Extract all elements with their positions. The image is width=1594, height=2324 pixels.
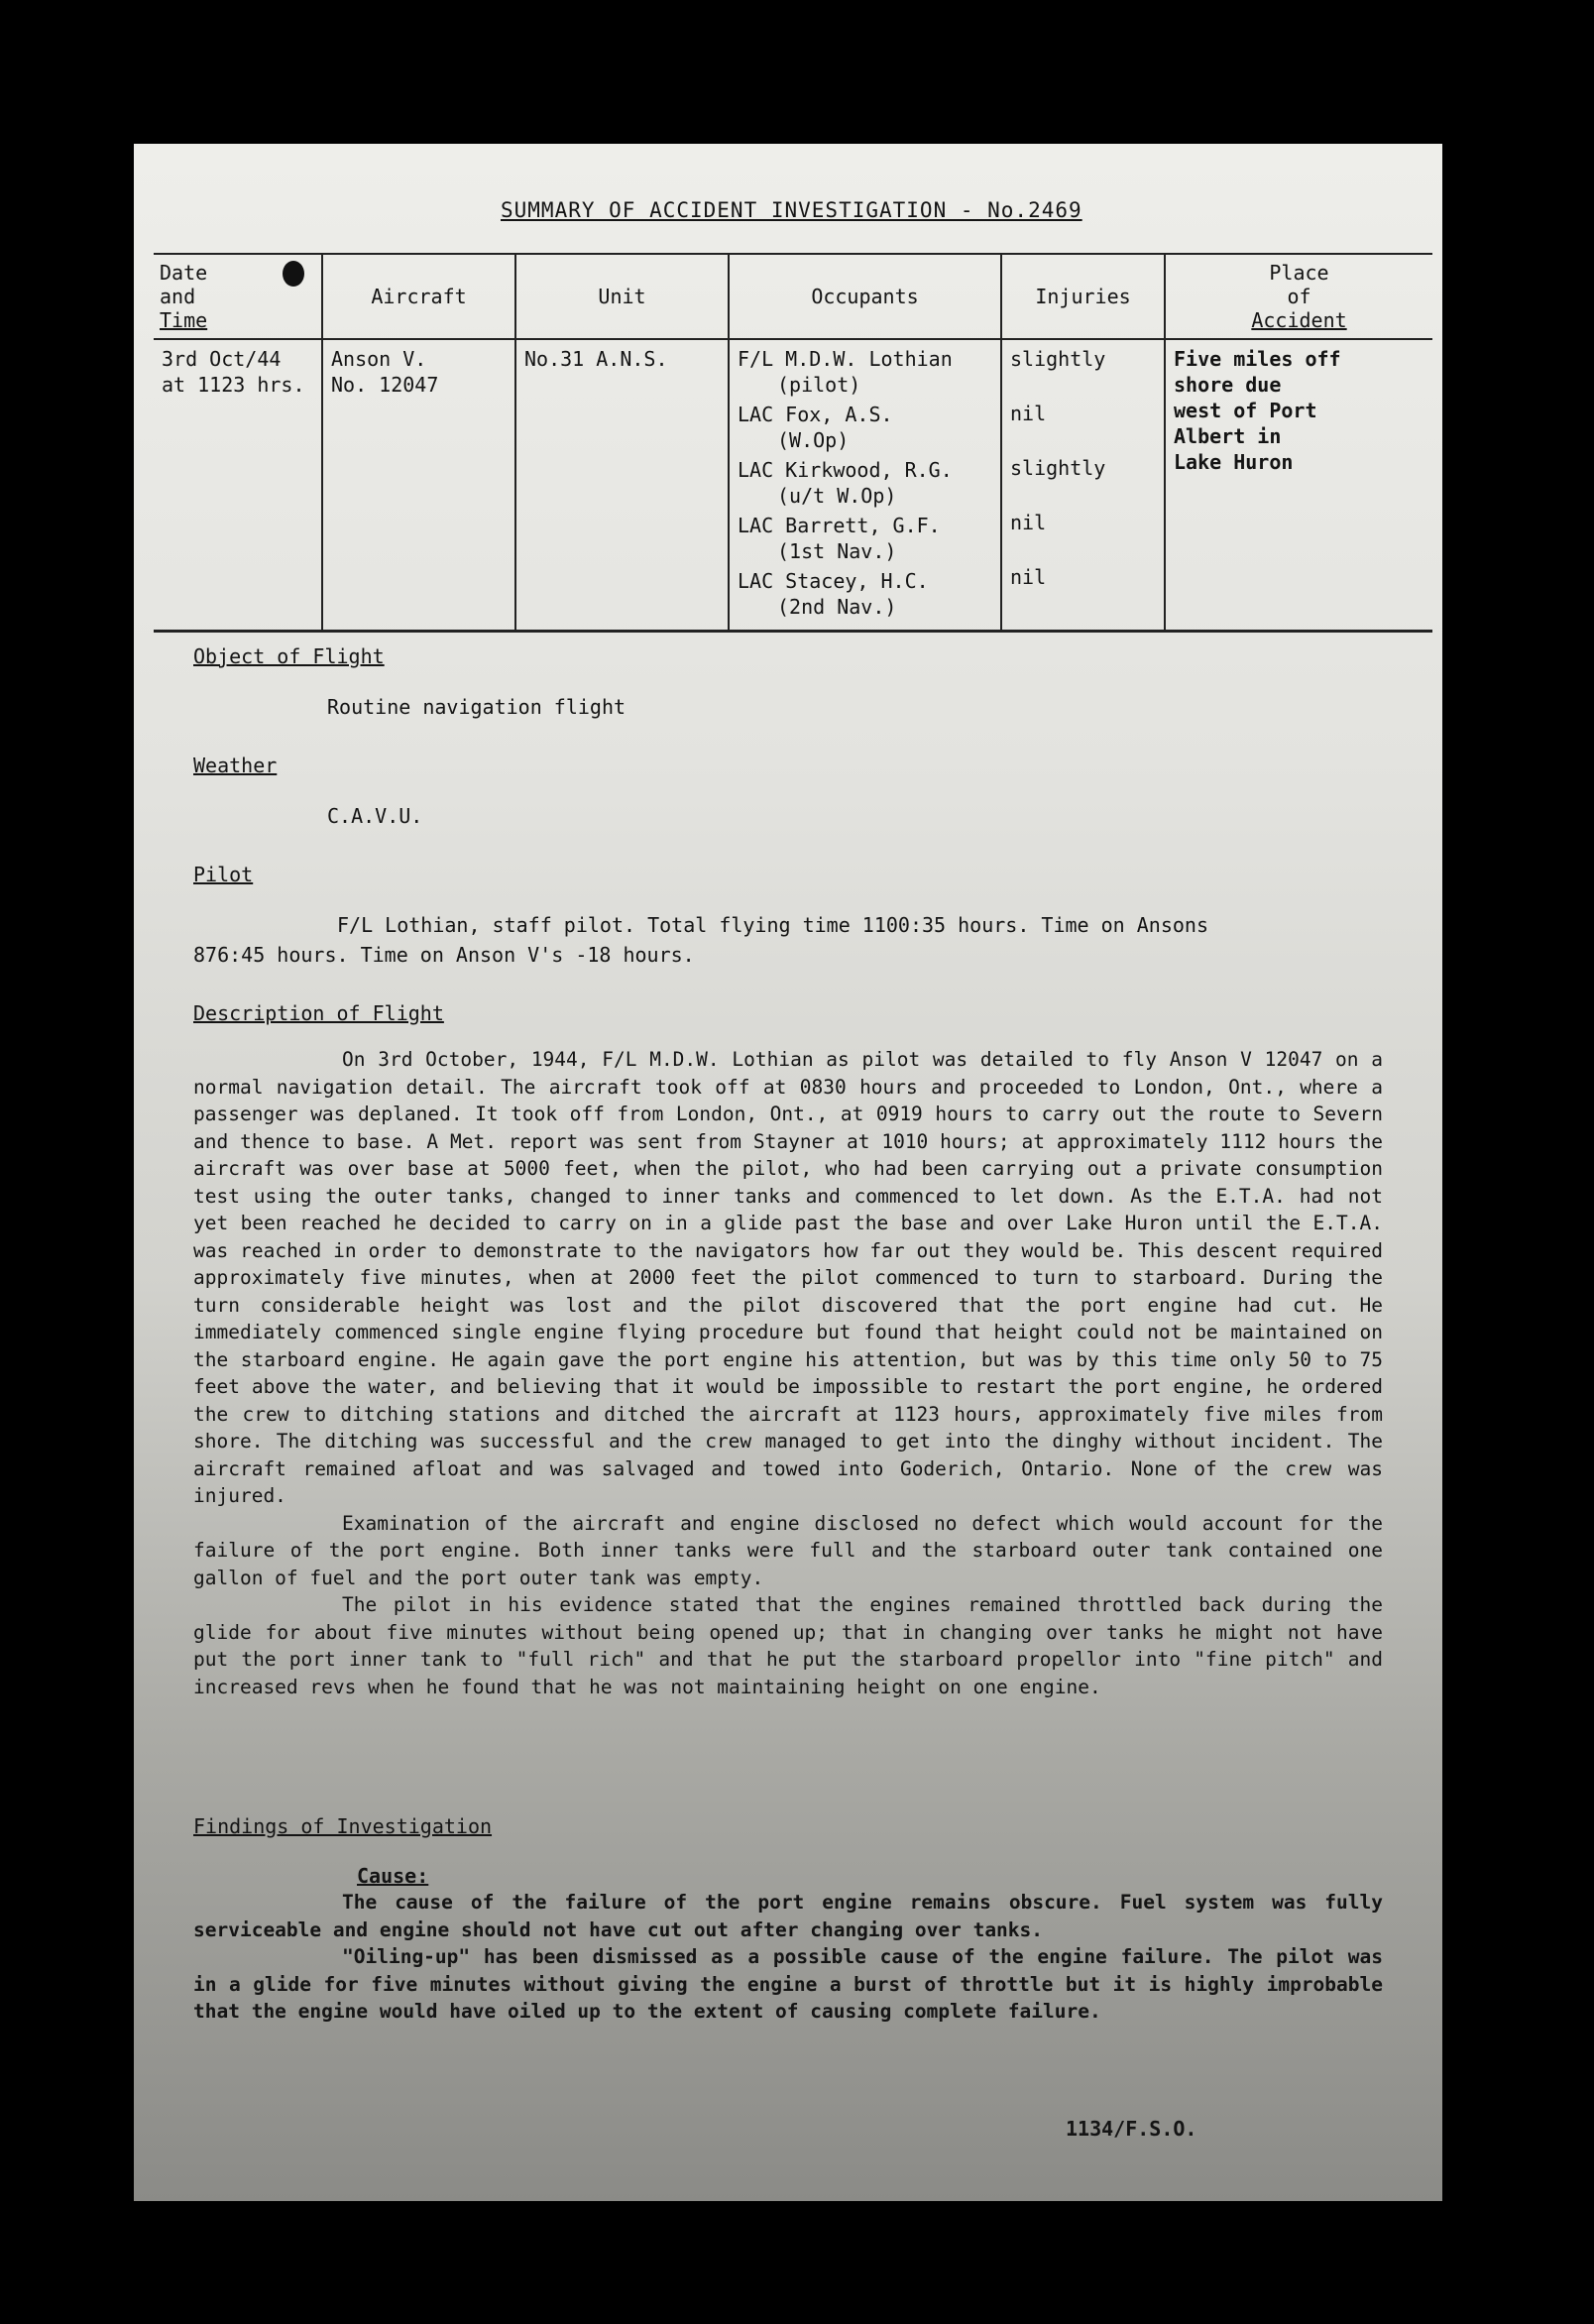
weather-text: C.A.V.U.	[327, 804, 423, 828]
heading-description: Description of Flight	[193, 1001, 444, 1025]
heading-pilot: Pilot	[193, 863, 254, 886]
occupant-entry: LAC Fox, A.S. (W.Op)	[738, 403, 893, 452]
header-occupants: Occupants	[729, 254, 1001, 339]
header-unit: Unit	[515, 254, 729, 339]
findings-text	[193, 1889, 1383, 2026]
occupant-entry: F/L M.D.W. Lothian (pilot)	[738, 347, 953, 397]
document-title: SUMMARY OF ACCIDENT INVESTIGATION - No.2469	[501, 198, 1082, 222]
cell-aircraft: Anson V. No. 12047	[322, 339, 515, 632]
pilot-line-1: F/L Lothian, staff pilot. Total flying time 1100:35 hours. Time on Ansons	[337, 913, 1208, 937]
document-page	[134, 144, 1442, 2201]
heading-object-of-flight: Object of Flight	[193, 644, 385, 668]
occupant-entry: LAC Stacey, H.C. (2nd Nav.)	[738, 569, 929, 619]
header-aircraft: Aircraft	[322, 254, 515, 339]
cell-unit: No.31 A.N.S.	[515, 339, 729, 632]
table-row	[154, 339, 1432, 632]
cell-place: Five miles off shore due west of Port Albert in Lake Huron	[1165, 339, 1432, 632]
occupant-entry: LAC Barrett, G.F. (1st Nav.)	[738, 514, 941, 563]
description-paragraph: The pilot in his evidence stated that the engines remained throttled back during the glide for about five minutes without being opened up; that in changing over tanks he might not have put the port inner tank to "full rich" and that he put the starboard propellor into "fine pitch" and increased revs when he found that he was not maintaining height on one engine.	[193, 1593, 1383, 1698]
header-date: Date and Time	[154, 254, 322, 339]
summary-table	[154, 253, 1432, 633]
occupant-entry: LAC Kirkwood, R.G. (u/t W.Op)	[738, 458, 953, 508]
cell-injuries: slightly nil slightly nil nil	[1001, 339, 1165, 632]
file-reference: 1134/F.S.O.	[1066, 2117, 1197, 2141]
pilot-line-2: 876:45 hours. Time on Anson V's -18 hours.	[193, 943, 695, 967]
findings-paragraph: "Oiling-up" has been dismissed as a possible cause of the engine failure. The pilot was in a glide for five minutes without giving the engine a burst of throttle but it is highly improbable that the engine would have oiled up to the extent of causing complete failure.	[193, 1945, 1383, 2023]
header-injuries: Injuries	[1001, 254, 1165, 339]
cause-label: Cause:	[357, 1864, 429, 1888]
object-of-flight-text: Routine navigation flight	[327, 695, 626, 719]
heading-findings: Findings of Investigation	[193, 1814, 493, 1838]
heading-weather: Weather	[193, 754, 278, 777]
cell-date: 3rd Oct/44 at 1123 hrs.	[154, 339, 322, 632]
findings-paragraph: The cause of the failure of the port engine remains obscure. Fuel system was fully serviceable and engine should not have cut out after changing over tanks.	[193, 1891, 1383, 1941]
table-header-row	[154, 254, 1432, 339]
description-text	[193, 1046, 1383, 1700]
description-paragraph: On 3rd October, 1944, F/L M.D.W. Lothian as pilot was detailed to fly Anson V 12047 on a normal navigation detail. The aircraft took off at 0830 hours and proceeded to London, Ont., where a passenger was deplaned. It took off from London, Ont., at 0919 hours to carry out the route to Severn and thence to base. A Met. report was sent from Stayner at 1010 hours; at approximately 1112 hours the aircraft was over base at 5000 feet, when the pilot, who had been carrying out a private consumption test using the outer tanks, changed to inner tanks and commenced to let down. As the E.T.A. had not yet been reached he decided to carry on in a glide past the base and over Lake Huron until the E.T.A. was reached in order to demonstrate to the navigators how far out they would be. This descent required approximately five minutes, when at 2000 feet the pilot commenced to turn to starboard. During the turn considerable height was lost and the pilot discovered that the port engine had cut. He immediately commenced single engine flying procedure but found that height could not be maintained on the starboard engine. He again gave the port engine his attention, but was by this time only 50 to 75 feet above the water, and believing that it would be impossible to restart the port engine, he ordered the crew to ditching stations and ditched the aircraft at 1123 hours, approximately five miles from shore. The ditching was successful and the crew managed to get into the dinghy without incident. The aircraft remained afloat and was salvaged and towed into Goderich, Ontario. None of the crew was injured.	[193, 1048, 1383, 1507]
description-paragraph: Examination of the aircraft and engine disclosed no defect which would account for the failure of the port engine. Both inner tanks were full and the starboard outer tank contained one gallon of fuel and the port outer tank was empty.	[193, 1511, 1383, 1589]
header-place: Place of Accident	[1165, 254, 1432, 339]
cell-occupants	[729, 339, 1001, 632]
